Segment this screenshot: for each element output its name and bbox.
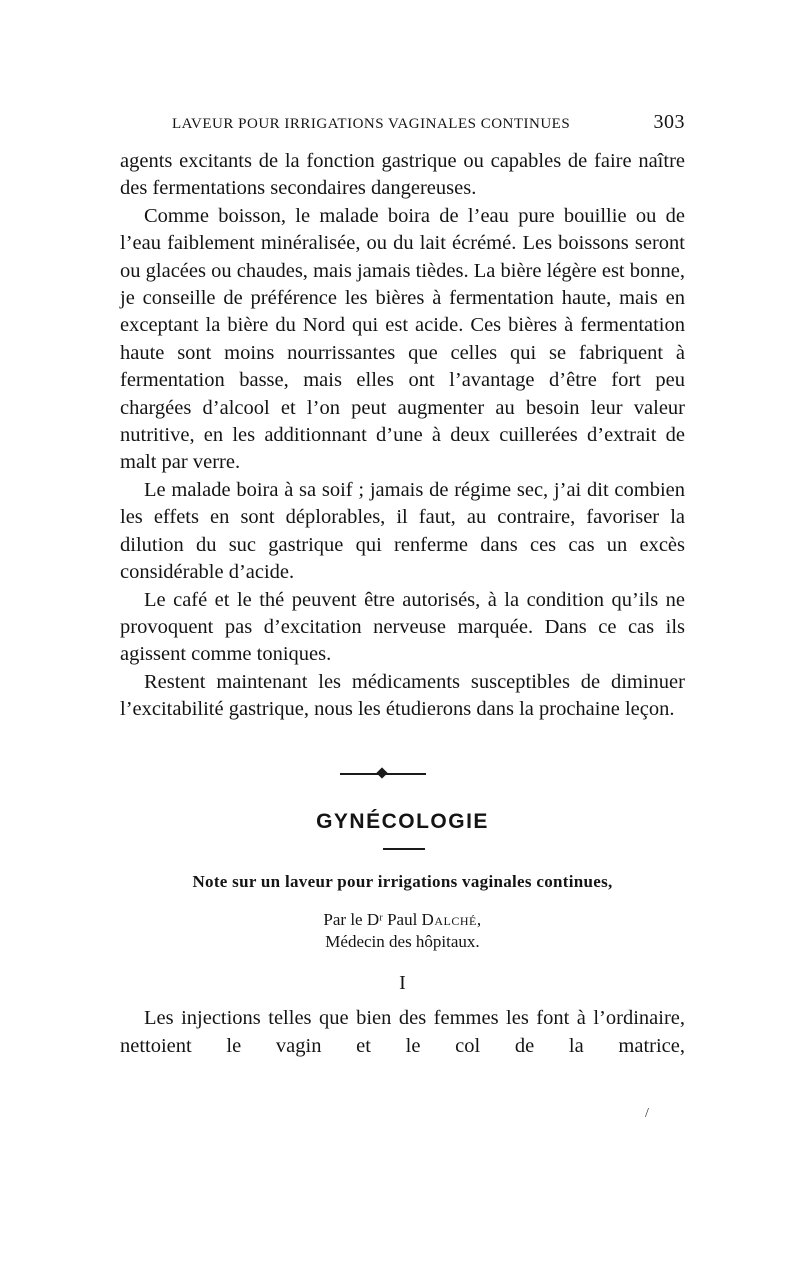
section-divider-ornament: [340, 771, 426, 777]
diamond-icon: [376, 767, 387, 778]
paragraph: Le café et le thé peuvent être autorisés, à la condition qu’ils ne provoquent pas d’excitation nerveuse marquée. Dans ce cas ils agissent comme toniques.: [120, 588, 685, 666]
title-underline: [383, 848, 425, 850]
section-body: [120, 1004, 685, 1060]
section-title: GYNÉCOLOGIE: [316, 810, 489, 833]
author-affiliation: Médecin des hôpitaux.: [325, 932, 480, 951]
paragraph: Comme boisson, le malade boira de l’eau pure bouillie ou de l’eau faiblement minéralisée, ou du lait écrémé. Les boissons seront ou glacées ou chaudes, mais jamais tièdes. La bière légère est bonne, je conseille de préférence les bières à fermentation haute, mais en exceptant la bière du Nord qui est acide. Ces bières à fermentation haute sont moins nourrissantes que celles qui se fabriquent à fermentation basse, mais elles ont l’avantage d’être fort peu chargées d’alcool et l’on peut augmenter au besoin leur valeur nutritive, en les additionnant d’une à deux cuillerées d’extrait de malt par verre.: [120, 204, 685, 474]
paragraph: Le malade boira à sa soif ; jamais de régime sec, j’ai dit combien les effets en sont déplorables, il faut, au contraire, favoriser la dilution du suc gastrique qui renferme dans ces cas un excès considérable d’acide.: [120, 478, 685, 584]
paragraph: Les injections telles que bien des femmes les font à l’ordinaire, nettoient le vagin et le col de la matrice,: [120, 1007, 685, 1057]
running-head-title: LAVEUR POUR IRRIGATIONS VAGINALES CONTINUES: [172, 116, 571, 132]
paragraph: agents excitants de la fonction gastrique ou capables de faire naître des fermentations secondaires dangereuses.: [120, 150, 685, 200]
author-surname: Dalché,: [421, 910, 482, 929]
stray-mark: /: [645, 1106, 649, 1121]
byline-prefix: Par le Dʳ Paul: [323, 910, 418, 929]
paragraph: Restent maintenant les médicaments susceptibles de diminuer l’excitabilité gastrique, nous les étudierons dans la prochaine leçon.: [120, 670, 685, 721]
body-text: [120, 148, 685, 724]
byline: [120, 910, 685, 930]
article-title: Note sur un laveur pour irrigations vaginales continues,: [192, 872, 613, 891]
part-number: I: [399, 972, 406, 994]
page-number: 303: [653, 111, 685, 133]
